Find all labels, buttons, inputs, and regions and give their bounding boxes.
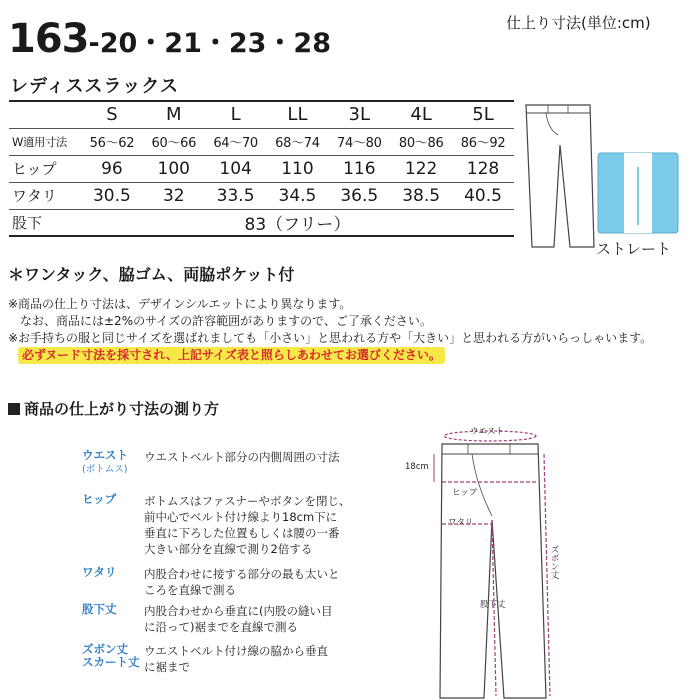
square-bullet-icon bbox=[8, 403, 20, 415]
size-header-cell: M bbox=[143, 101, 205, 128]
measure-term bbox=[82, 603, 142, 616]
table-cell: 80～86 bbox=[390, 128, 452, 155]
table-cell: 110 bbox=[267, 155, 329, 182]
term-label: 股下丈 bbox=[82, 602, 117, 616]
row-label: ワタリ bbox=[9, 182, 81, 209]
desc-line: 内股合わせから垂直に(内股の縫い目 bbox=[144, 604, 333, 618]
size-table bbox=[9, 100, 514, 237]
note-line: なお、商品には±2%のサイズの許容範囲がありますので、ご了承ください。 bbox=[20, 314, 432, 328]
term-label: ヒップ bbox=[82, 492, 117, 506]
desc-line: ころを直線で測る bbox=[144, 583, 236, 597]
size-header-cell: 4L bbox=[390, 101, 452, 128]
table-cell: 33.5 bbox=[205, 182, 267, 209]
unit-label: 仕上り寸法(単位:cm) bbox=[506, 14, 651, 32]
table-cell: 40.5 bbox=[452, 182, 514, 209]
row-label: 股下 bbox=[9, 209, 81, 236]
desc-line: ボトムスはファスナーやボタンを閉じ、 bbox=[144, 494, 351, 508]
desc-line: ウエストベルト付け線の脇から垂直 bbox=[144, 644, 328, 658]
table-cell: 56～62 bbox=[81, 128, 143, 155]
diagram-label-hip: ヒップ bbox=[452, 488, 478, 498]
row-label: W適用寸法 bbox=[9, 128, 81, 155]
table-cell: 34.5 bbox=[267, 182, 329, 209]
table-cell: 68～74 bbox=[267, 128, 329, 155]
term-sub: (ボトムス) bbox=[82, 464, 128, 475]
desc-line: 内股合わせに接する部分の最も太いと bbox=[144, 567, 340, 581]
table-cell: 116 bbox=[328, 155, 390, 182]
measure-desc bbox=[144, 493, 372, 557]
size-header-cell: S bbox=[81, 101, 143, 128]
model-variants: -20・21・23・28 bbox=[88, 28, 331, 59]
note-line: ※お手持ちの服と同じサイズを選ばれましても「小さい」と思われる方や「大きい」と思われる方がいらっしゃいます。 bbox=[8, 331, 653, 345]
diagram-label-length: ズボン丈 bbox=[549, 545, 559, 579]
product-name: レディススラックス bbox=[10, 76, 180, 97]
size-header-cell: L bbox=[205, 101, 267, 128]
note-line: ※商品の仕上り寸法は、デザインシルエットにより異なります。 bbox=[8, 297, 352, 311]
model-heading bbox=[8, 16, 331, 62]
table-cell: 74～80 bbox=[328, 128, 390, 155]
measure-desc bbox=[144, 566, 372, 598]
diagram-label-depth: 18cm bbox=[405, 462, 429, 472]
desc-line: に沿って)裾までを直線で測る bbox=[144, 620, 298, 634]
size-header-cell: 3L bbox=[328, 101, 390, 128]
table-cell: 100 bbox=[143, 155, 205, 182]
measure-desc bbox=[144, 643, 372, 675]
section-title-text: 商品の仕上がり寸法の測り方 bbox=[24, 400, 220, 418]
table-row bbox=[9, 128, 514, 155]
style-label: ストレート bbox=[596, 240, 672, 258]
table-row bbox=[9, 209, 514, 236]
table-cell: 128 bbox=[452, 155, 514, 182]
term-label-2: スカート丈 bbox=[82, 655, 140, 669]
inseam-value: 83（フリー） bbox=[81, 209, 514, 236]
measure-desc bbox=[144, 449, 372, 465]
table-cell: 30.5 bbox=[81, 182, 143, 209]
table-cell: 86～92 bbox=[452, 128, 514, 155]
diagram-label-thigh: ワタリ bbox=[448, 518, 474, 528]
size-header-cell: 5L bbox=[452, 101, 514, 128]
diagram-label-inseam: 股下丈 bbox=[480, 600, 506, 610]
term-label: ワタリ bbox=[82, 565, 117, 579]
table-cell: 38.5 bbox=[390, 182, 452, 209]
size-header-cell: LL bbox=[267, 101, 329, 128]
table-cell: 96 bbox=[81, 155, 143, 182]
table-row bbox=[9, 182, 514, 209]
desc-line: 大きい部分を直線で測り2倍する bbox=[144, 542, 313, 556]
pants-outline-shape bbox=[526, 105, 594, 247]
highlight-note: 必ずヌード寸法を採寸され、上記サイズ表と照らしあわせてお選びください。 bbox=[18, 347, 445, 364]
measure-term bbox=[82, 643, 142, 669]
table-cell: 32 bbox=[143, 182, 205, 209]
term-label: ウエスト bbox=[82, 448, 128, 462]
features-text: ＊ワンタック、脇ゴム、両脇ポケット付 bbox=[8, 265, 295, 284]
table-cell: 36.5 bbox=[328, 182, 390, 209]
table-cell: 122 bbox=[390, 155, 452, 182]
measure-desc bbox=[144, 603, 372, 635]
diagram-label-waist: ウエスト bbox=[470, 427, 505, 437]
table-cell: 60～66 bbox=[143, 128, 205, 155]
model-number: 163 bbox=[8, 16, 89, 62]
desc-line: 垂直に下ろした位置もしくは腰の一番 bbox=[144, 526, 340, 540]
table-cell: 64～70 bbox=[205, 128, 267, 155]
notes bbox=[8, 296, 652, 364]
term-label: ズボン丈 bbox=[82, 642, 128, 656]
table-cell: 104 bbox=[205, 155, 267, 182]
section-title bbox=[8, 398, 219, 419]
measure-term bbox=[82, 449, 142, 476]
measure-term bbox=[82, 493, 142, 506]
measure-term bbox=[82, 566, 142, 579]
row-label: ヒップ bbox=[9, 155, 81, 182]
table-row bbox=[9, 155, 514, 182]
desc-line: ウエストベルト部分の内側周囲の寸法 bbox=[144, 450, 340, 464]
desc-line: に裾まで bbox=[144, 660, 190, 674]
size-header-blank bbox=[9, 101, 81, 128]
desc-line: 前中心でベルト付け線より18cm下に bbox=[144, 510, 338, 524]
size-header-row bbox=[9, 101, 514, 128]
